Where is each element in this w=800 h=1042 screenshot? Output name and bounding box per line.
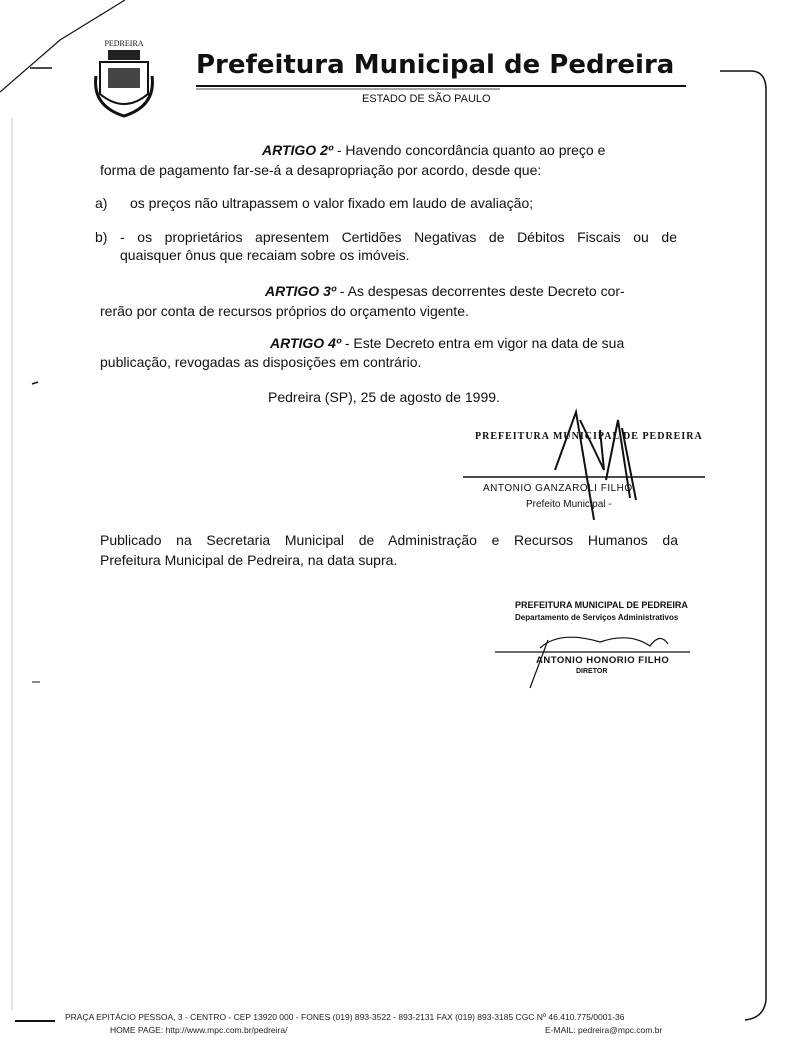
article-2-line1 (262, 142, 605, 158)
publication-line2: Prefeitura Municipal de Pedreira, na data supra. (100, 552, 398, 568)
item-a-marker: a) (95, 195, 108, 211)
signature1-stamp: PREFEITURA MUNICIPAL DE PEDREIRA (475, 431, 703, 442)
signature1-name: ANTONIO GANZAROLI FILHO (483, 483, 633, 494)
article-4-line2: publicação, revogadas as disposições em contrário. (100, 354, 422, 370)
article-2-label: ARTIGO 2º (262, 142, 333, 158)
page-title: Prefeitura Municipal de Pedreira (196, 50, 675, 80)
state-subtitle: ESTADO DE SÃO PAULO (362, 93, 491, 105)
article-2-text: - Havendo concordância quanto ao preço e (332, 142, 606, 158)
item-b-line1: b) - os proprietários apresentem Certidões Negativas de Débitos Fiscais ou de (95, 229, 677, 245)
article-4-label: ARTIGO 4º (270, 335, 341, 351)
item-b-line2: quaisquer ônus que recaiam sobre os imóveis. (120, 247, 410, 263)
signature2-department: Departamento de Serviços Administrativos (515, 613, 679, 622)
publication-line1: Publicado na Secretaria Municipal de Administração e Recursos Humanos da (100, 532, 678, 548)
article-3-text: - As despesas decorrentes deste Decreto cor- (335, 283, 625, 299)
item-a-text: os preços não ultrapassem o valor fixado em laudo de avaliação; (130, 195, 534, 211)
article-2-line2: forma de pagamento far-se-á a desapropriação por acordo, desde que: (100, 162, 542, 178)
svg-text:PEDREIRA: PEDREIRA (104, 39, 144, 48)
article-4-text: - Este Decreto entra em vigor na data de sua (340, 335, 625, 351)
article-3-line2: rerão por conta de recursos próprios do orçamento vigente. (100, 303, 469, 319)
municipal-crest (92, 36, 156, 122)
article-3-label: ARTIGO 3º (265, 283, 336, 299)
date-line: Pedreira (SP), 25 de agosto de 1999. (268, 389, 500, 405)
crest-icon (92, 36, 156, 122)
footer-address: PRAÇA EPITÁCIO PESSOA, 3 - CENTRO - CEP 13920 000 - FONES (019) 893-3522 - 893-2131 FAX (019) 893-3185 CGC Nº 46.410.775/0001-36 (65, 1012, 625, 1022)
footer-homepage: HOME PAGE: http://www.mpc.com.br/pedreira/ (110, 1025, 288, 1035)
signature1-role: Prefeito Municipal - (526, 499, 612, 510)
article-4-line1 (270, 335, 624, 351)
signature2-name: ANTONIO HONORIO FILHO (536, 655, 670, 666)
signature2-role: DIRETOR (576, 668, 608, 675)
footer-email: E-MAIL: pedreira@mpc.com.br (545, 1025, 663, 1035)
article-3-line1 (265, 283, 625, 299)
signature2-stamp: PREFEITURA MUNICIPAL DE PEDREIRA (515, 600, 688, 610)
